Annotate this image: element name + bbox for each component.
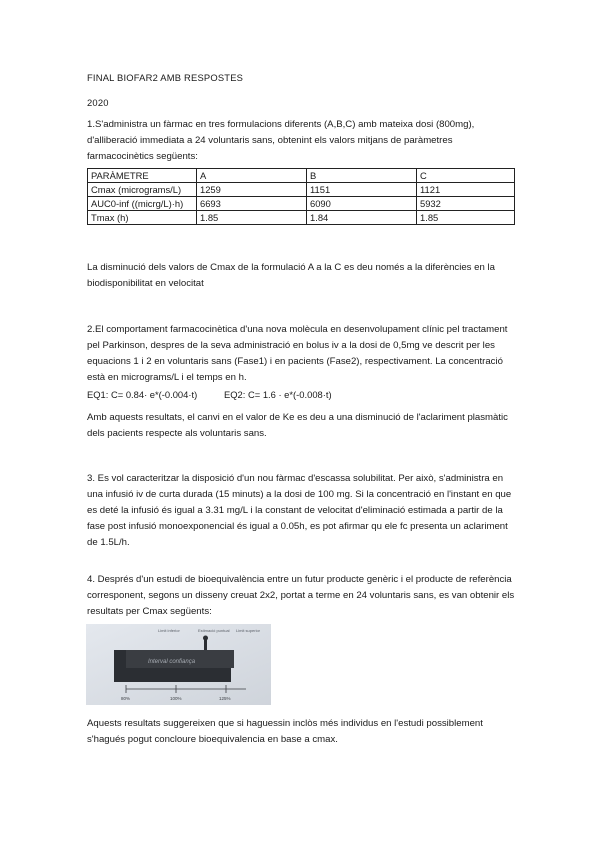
table-cell: 1151 [307, 183, 417, 197]
table-header-cell: C [417, 169, 515, 183]
equation-2: EQ2: C= 1.6 · e*(-0.008·t) [224, 389, 332, 400]
table-cell: 1259 [197, 183, 307, 197]
point-estimate-dot [203, 636, 208, 641]
upper-limit-label: Limit superior [236, 628, 261, 633]
table-cell: 5932 [417, 197, 515, 211]
confidence-interval-diagram [86, 624, 271, 705]
document-year: 2020 [87, 97, 109, 108]
table-cell: 1.84 [307, 211, 417, 225]
bioequivalence-figure [86, 624, 271, 705]
question-4-answer: Aquests resultats suggereixen que si haguessin inclòs més individus en l'estudi possiblement s'hagués pogut concloure bioequivalencia en base a cmax. [87, 718, 483, 745]
table-cell: AUC0-inf ((micrg/L)·h) [88, 197, 197, 211]
scale-label-80: 80% [121, 696, 131, 701]
table-header-cell: B [307, 169, 417, 183]
table-header-cell: A [197, 169, 307, 183]
table-cell: 1121 [417, 183, 515, 197]
table-cell: 6090 [307, 197, 417, 211]
table-cell: 6693 [197, 197, 307, 211]
question-3-text: 3. Es vol caracteritzar la disposició d'un nou fàrmac d'escassa solubilitat. Per això, s'administra en una infusió iv de curta durada (15 minuts) a la dosi de 100 mg. Si la concentració en l'instant en que es deté la infusió és igual a 3.31 mg/L i la constant de velocitat d'eliminació estimada a partir de la fase post infusió monoexponencial és igual a 0.05h, es pot afirmar qu ele fc presenta un aclariment de 1.5L/h. [87, 473, 512, 548]
table-row [88, 183, 515, 197]
question-2-answer: Amb aquests resultats, el canvi en el valor de Ke es deu a una disminució de l'aclariment plasmàtic dels pacients respecte als voluntaris sans. [87, 412, 508, 439]
table-header-row [88, 169, 515, 183]
scale-label-100: 100% [170, 696, 182, 701]
equation-1: EQ1: C= 0.84· e*(-0.004·t) [87, 389, 198, 400]
table-cell: Tmax (h) [88, 211, 197, 225]
parameters-table [87, 168, 515, 225]
confidence-interval-label: Interval confiança [148, 659, 196, 665]
lower-limit-label: Limit inferior [158, 628, 180, 633]
point-estimate-label: Estimació puntual [198, 628, 230, 633]
scale-label-125: 125% [219, 696, 231, 701]
question-1-answer: La disminució dels valors de Cmax de la formulació A a la C es deu només a la diferències en la biodisponibilitat en velocitat [87, 262, 495, 289]
question-4-text: 4. Després d'un estudi de bioequivalència entre un futur producte genèric i el producte de referència corresponent, segons un disseny creuat 2x2, portat a terme en 24 voluntaris sans, es van obtenir els resultats per Cmax següents: [87, 574, 515, 617]
table-row [88, 211, 515, 225]
question-2-text: 2.El comportament farmacocinètica d'una nova molècula en desenvolupament clínic pel tractament pel Parkinson, despres de la seva administració en bolus iv a la dosi de 0,5mg ve descrit per les equacions 1 i 2 en voluntaris sans (Fase1) i en pacients (Fase2), respectivament. La concentració està en micrograms/L i el temps en h. [87, 324, 508, 383]
table-row [88, 197, 515, 211]
question-1-text: 1.S'administra un fàrmac en tres formulacions diferents (A,B,C) amb mateixa dosi (800mg), d'alliberació immediata a 24 voluntaris sans, obtenint els valors mitjans de paràmetres farmacocinètics següents: [87, 119, 475, 162]
table-cell: Cmax (micrograms/L) [88, 183, 197, 197]
table-header-cell: PARÀMETRE [88, 169, 197, 183]
document-title: FINAL BIOFAR2 AMB RESPOSTES [87, 72, 244, 83]
table-cell: 1.85 [417, 211, 515, 225]
table-cell: 1.85 [197, 211, 307, 225]
